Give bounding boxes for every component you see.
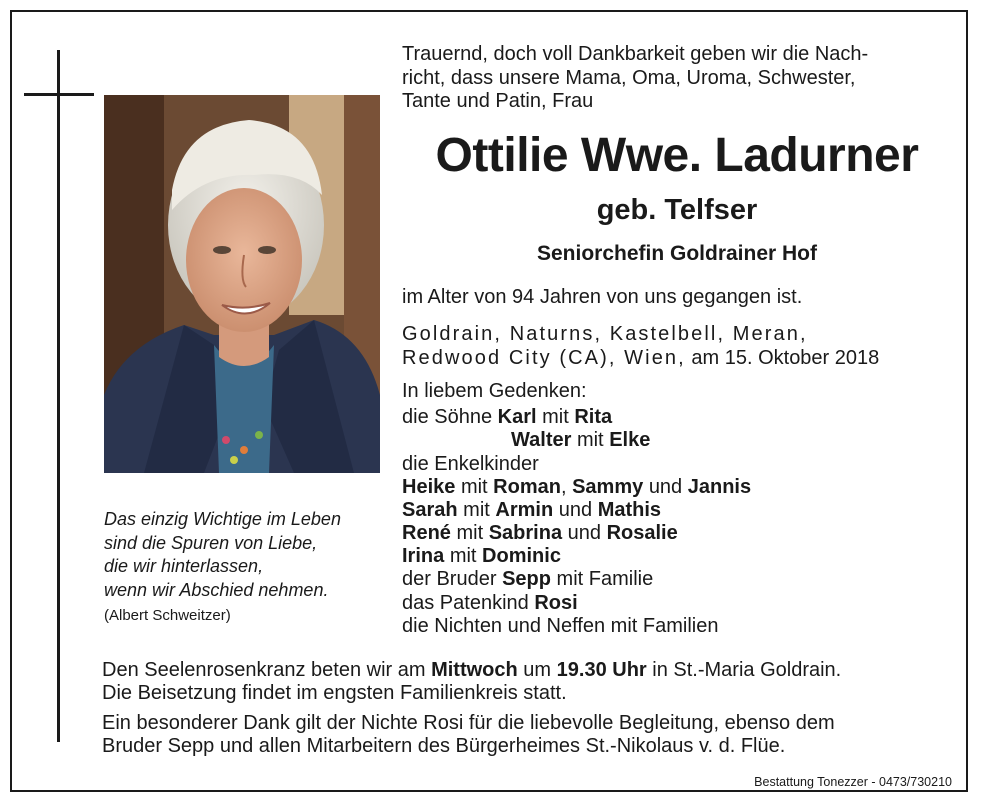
memory-heading: In liebem Gedenken: <box>402 380 587 402</box>
intro-line: richt, dass unsere Mama, Oma, Uroma, Schwester, <box>402 66 856 89</box>
death-date: am 15. Oktober 2018 <box>691 346 880 369</box>
burial-notice: Die Beisetzung findet im engsten Familienkreis statt. <box>102 682 567 704</box>
mourner-nieces: die Nichten und Neffen mit Familien <box>402 615 719 637</box>
quote-line: wenn wir Abschied nehmen. <box>104 579 329 600</box>
birth-name: geb. Telfser <box>596 194 758 226</box>
quote-text <box>104 508 394 602</box>
portrait-photo <box>104 95 380 473</box>
grandchild-row: Heike mit Roman, Sammy und Jannis <box>402 476 752 498</box>
places-line: Goldrain, Naturns, Kastelbell, Meran, <box>402 323 808 345</box>
grandchild-row: Irina mit Dominic <box>402 545 561 567</box>
quote-line: Das einzig Wichtige im Leben <box>104 509 341 529</box>
deceased-name: Ottilie Wwe. Ladurner <box>435 129 919 182</box>
rosary-notice: Den Seelenrosenkranz beten wir am Mittwoch um 19.30 Uhr in St.-Maria Goldrain. <box>102 659 842 681</box>
funeral-home-credit: Bestattung Tonezzer - 0473/730210 <box>754 775 952 789</box>
cross-symbol-vertical <box>57 50 60 742</box>
intro-line: Trauernd, doch voll Dankbarkeit geben wir die Nach- <box>402 43 869 65</box>
thanks-line: Ein besonderer Dank gilt der Nichte Rosi für die liebevolle Begleitung, ebenso dem <box>102 712 835 734</box>
grandchild-row: Sarah mit Armin und Mathis <box>402 499 662 521</box>
places-line: Redwood City (CA), Wien, <box>402 346 686 369</box>
age-line: im Alter von 94 Jahren von uns gegangen ist. <box>402 286 803 308</box>
mourner-godchild: das Patenkind Rosi <box>402 592 578 614</box>
grandchild-row: René mit Sabrina und Rosalie <box>402 522 678 544</box>
intro-text <box>402 43 952 114</box>
grandchildren-label: die Enkelkinder <box>402 453 539 475</box>
mourner-brother: der Bruder Sepp mit Familie <box>402 568 654 590</box>
quote-line: sind die Spuren von Liebe, <box>104 532 318 553</box>
cross-symbol-horizontal <box>24 93 94 96</box>
mourner-son2: Walter mit Elke <box>511 429 651 451</box>
quote-line: die wir hinterlassen, <box>104 556 264 576</box>
quote-author: (Albert Schweitzer) <box>104 607 231 624</box>
mourner-sons: die Söhne Karl mit Rita <box>402 406 613 428</box>
places-date <box>402 323 952 370</box>
thanks-line: Bruder Sepp und allen Mitarbeitern des Bürgerheimes St.-Nikolaus v. d. Flüe. <box>102 735 786 757</box>
intro-line: Tante und Patin, Frau <box>402 90 594 112</box>
deceased-title: Seniorchefin Goldrainer Hof <box>536 242 818 265</box>
